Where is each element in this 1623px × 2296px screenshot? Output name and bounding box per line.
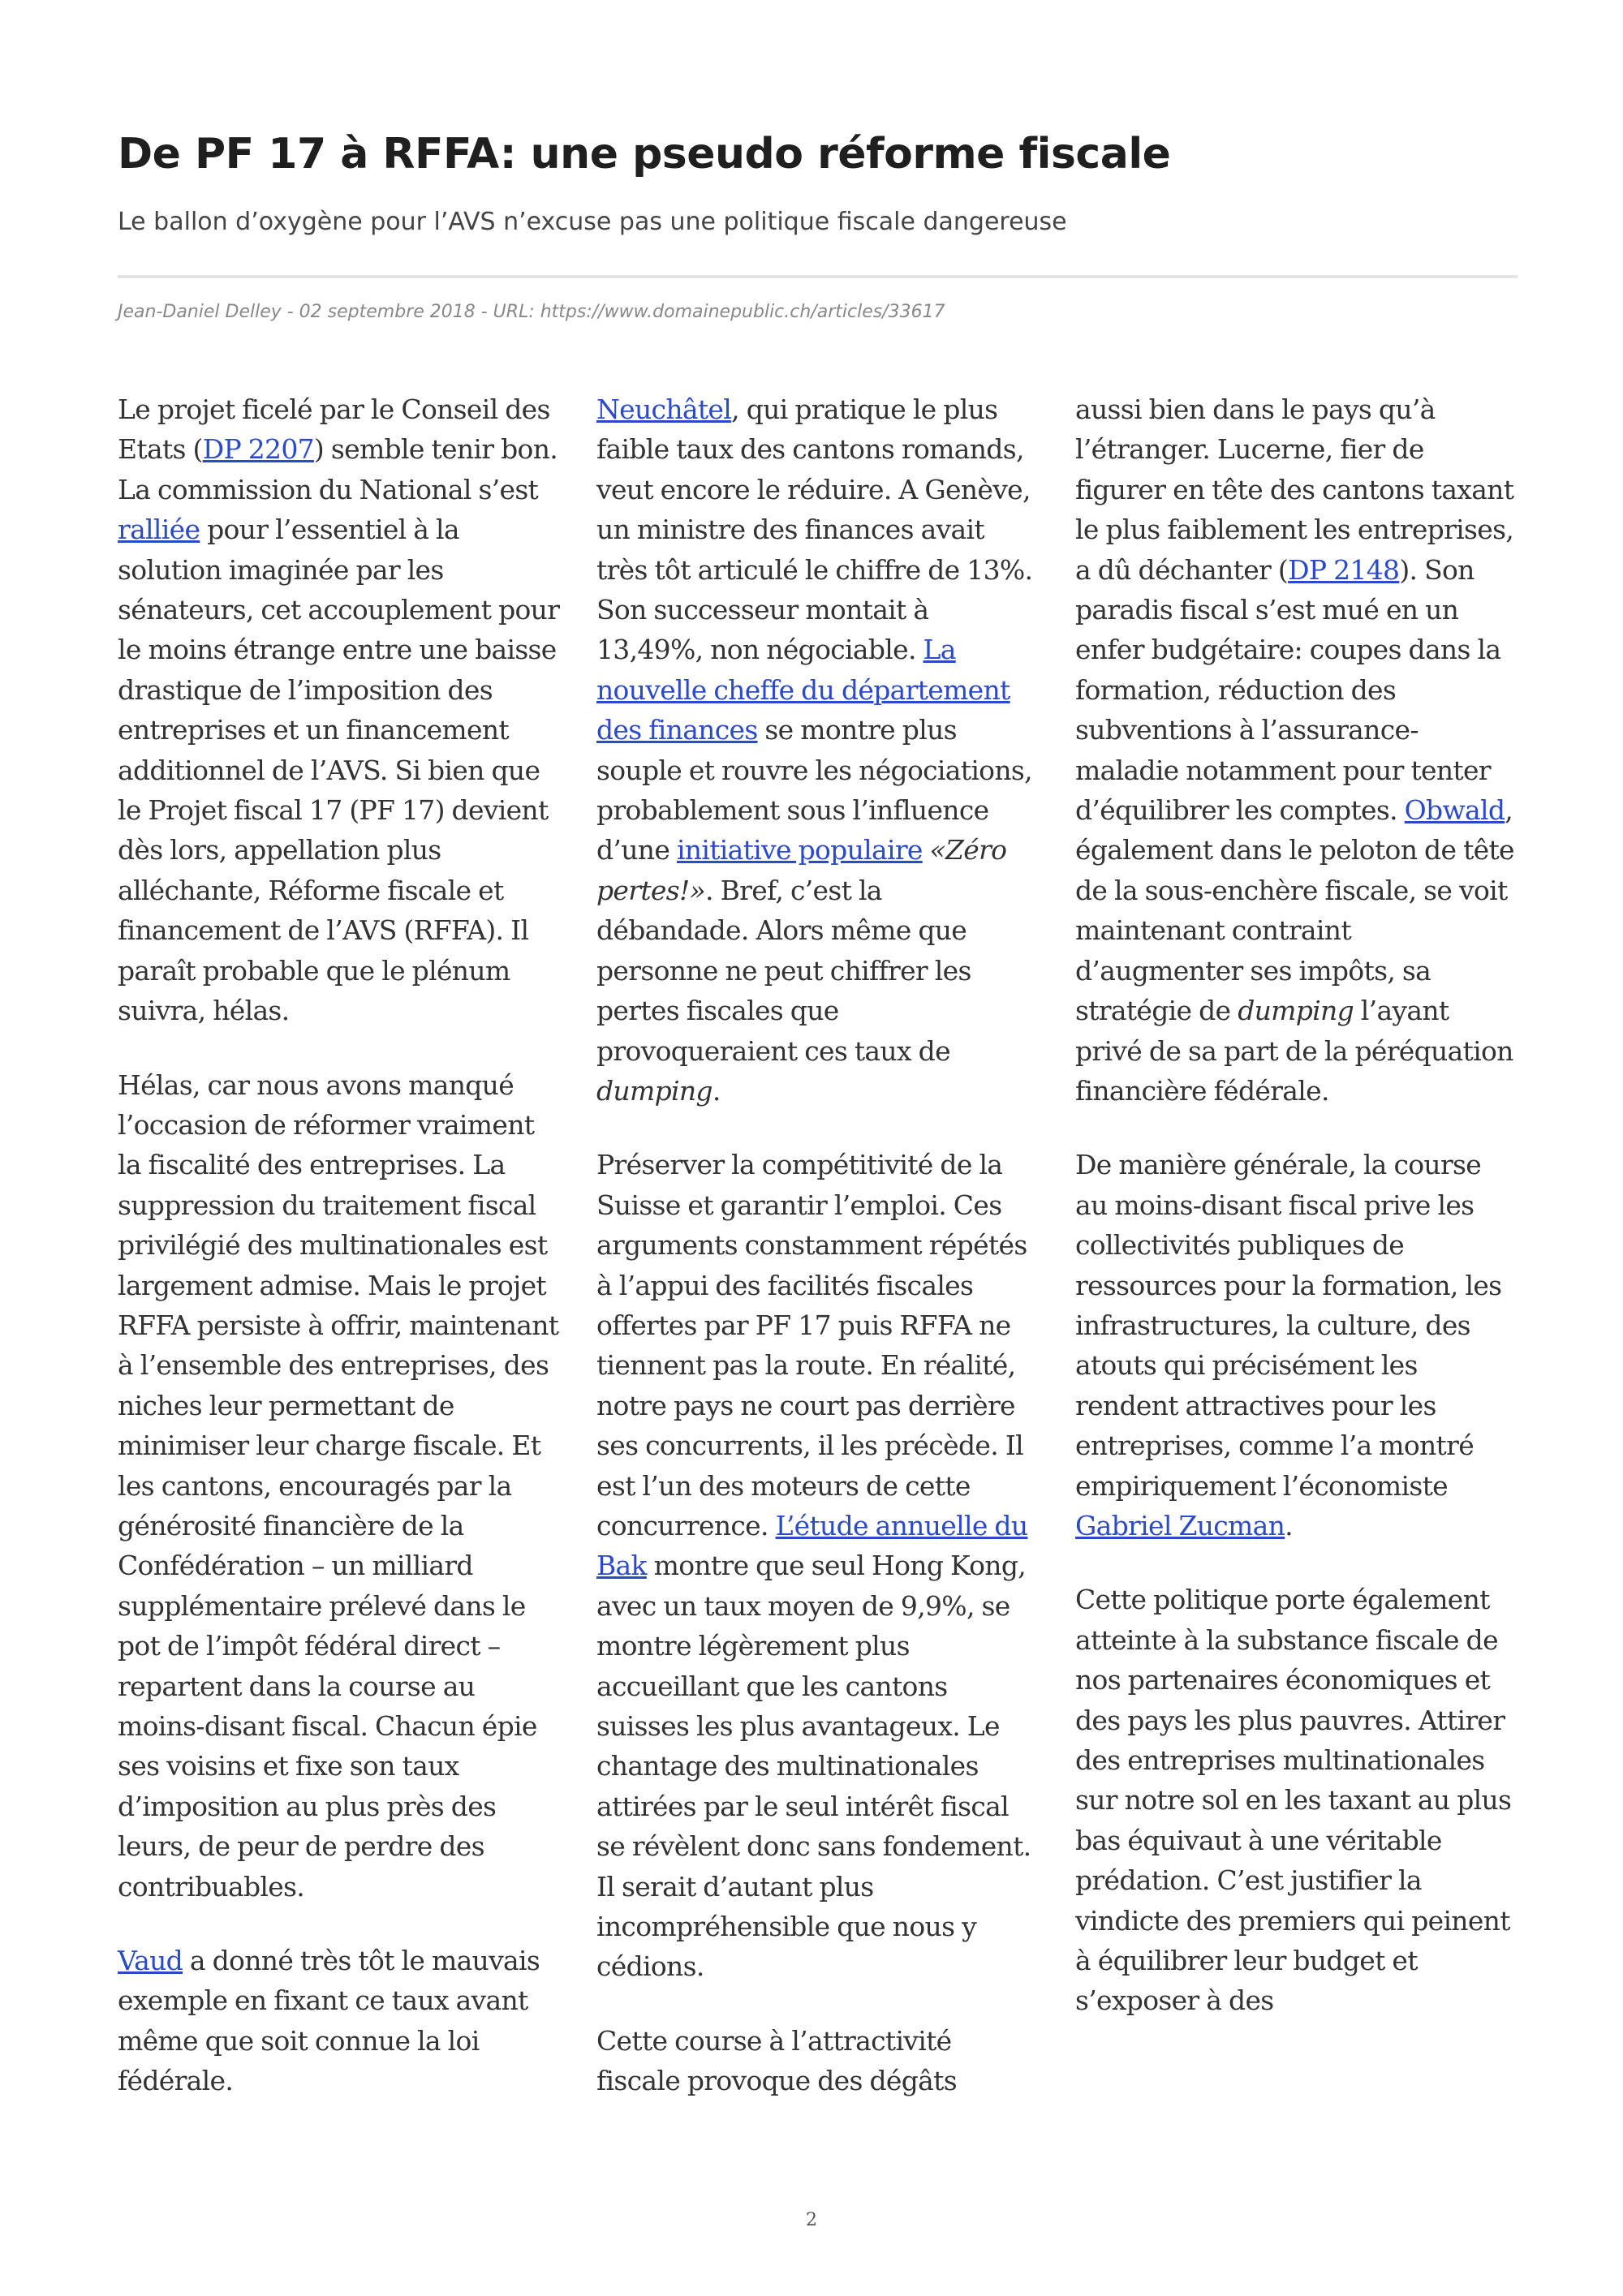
- paragraph: Préserver la compétitivité de la Suisse et garantir l’emploi. Ces arguments constamment répétés à l’appui des facilités fiscales offertes par PF 17 puis RFFA ne tiennent pas la route. En réalité, notre pays ne court pas derrière ses concurrents, il les précède. Il est l’un des moteurs de cette concurrence. L’étude annuelle du Bak montre que seul Hong Kong, avec un taux moyen de 9,9%, se montre légèrement plus accueillant que les cantons suisses les plus avantageux. Le chantage des multinationales attirées par le seul intérêt fiscal se révèlent donc sans fondement. Il serait d’autant plus incompréhensible que nous y cédions.: [596, 1149, 1031, 1983]
- article-title: De PF 17 à RFFA: une pseudo réforme fiscale: [118, 130, 1171, 178]
- link-obwald[interactable]: Obwald: [1404, 794, 1505, 827]
- header-divider: [118, 275, 1518, 278]
- link-vaud[interactable]: Vaud: [118, 1945, 183, 1977]
- link-neuchatel[interactable]: Neuchâtel: [596, 393, 732, 425]
- link-dp-2148[interactable]: DP 2148: [1288, 553, 1400, 586]
- paragraph: Hélas, car nous avons manqué l’occasion de réformer vraiment la fiscalité des entreprises. La suppression du traitement fiscal privilégié des multinationales est largement admise. Mais le projet RFFA persiste à offrir, maintenant à l’ensemble des entreprises, des niches leur permettant de minimiser leur charge fiscale. Et les cantons, encouragés par la générosité financière de la Confédération – un milliard supplémentaire prélevé dans le pot de l’impôt fédéral direct – repartent dans la course au moins-disant fiscal. Chacun épie ses voisins et fixe son taux d’imposition au plus près des leurs, de peur de perdre des contribuables.: [118, 1068, 559, 1903]
- link-etude-bak[interactable]: L’étude annuelle du Bak: [596, 1509, 1028, 1582]
- link-nouvelle-cheffe[interactable]: La nouvelle cheffe du département des finances: [596, 634, 1010, 746]
- article-subtitle: Le ballon d’oxygène pour l’AVS n’excuse pas une politique fiscale dangereuse: [118, 208, 1067, 236]
- link-gabriel-zucman[interactable]: Gabriel Zucman: [1075, 1509, 1285, 1541]
- column-3: [1075, 389, 1518, 2055]
- paragraph: Cette politique porte également atteinte à la substance fiscale de nos partenaires économiques et des pays les plus pauvres. Attirer des entreprises multinationales sur notre sol en les taxant au plus bas équivaut à une véritable prédation. C’est justifier la vindicte des premiers qui peinent à équilibrer leur budget et s’exposer à des: [1075, 1584, 1512, 2017]
- paragraph: aussi bien dans le pays qu’à l’étranger. Lucerne, fier de figurer en tête des cantons taxant le plus faiblement les entreprises, a dû déchanter (DP 2148). Son paradis fiscal s’est mué en un enfer budgétaire: coupes dans la formation, réduction des subventions à l’assurance-maladie notamment pour tenter d’équilibrer les comptes. Obwald, également dans le peloton de tête de la sous-enchère fiscale, se voit maintenant contraint d’augmenter ses impôts, sa stratégie de dumping l’ayant privé de sa part de la péréquation financière fédérale.: [1075, 393, 1514, 1107]
- link-initiative-populaire[interactable]: initiative populaire: [676, 834, 923, 866]
- paragraph: Le projet ficelé par le Conseil des Etats (DP 2207) semble tenir bon. La commission du National s’est ralliée pour l’essentiel à la solution imaginée par les sénateurs, cet accouplement pour le moins étrange entre une baisse drastique de l’imposition des entreprises et un financement additionnel de l’AVS. Si bien que le Projet fiscal 17 (PF 17) devient dès lors, appellation plus alléchante, Réforme fiscale et financement de l’AVS (RFFA). Il paraît probable que le plénum suivra, hélas.: [118, 393, 560, 1027]
- link-dp-2207[interactable]: DP 2207: [202, 433, 314, 466]
- paragraph: Vaud a donné très tôt le mauvais exemple en fixant ce taux avant même que soit connue la loi fédérale.: [118, 1945, 540, 2097]
- paragraph: De manière générale, la course au moins-disant fiscal prive les collectivités publiques de ressources pour la formation, les infrastructures, la culture, des atouts qui précisément les rendent attractives pour les entreprises, comme l’a montré empiriquement l’économiste Gabriel Zucman.: [1075, 1149, 1502, 1541]
- paragraph: Neuchâtel, qui pratique le plus faible taux des cantons romands, veut encore le réduire. A Genève, un ministre des finances avait très tôt articulé le chiffre de 13%. Son successeur montait à 13,49%, non négociable. La nouvelle cheffe du département des finances se montre plus souple et rouvre les négociations, probablement sous l’influence d’une initiative populaire «Zéro pertes!». Bref, c’est la débandade. Alors même que personne ne peut chiffrer les pertes fiscales que provoqueraient ces taux de dumping.: [596, 393, 1033, 1107]
- article-meta: Jean-Daniel Delley - 02 septembre 2018 - URL: https://www.domainepublic.ch/articles/33617: [118, 302, 945, 322]
- paragraph: Cette course à l’attractivité fiscale provoque des dégâts: [596, 2024, 957, 2097]
- link-ralliee[interactable]: ralliée: [118, 514, 200, 546]
- column-2: [596, 389, 1039, 2135]
- page-number: 2: [806, 2210, 817, 2230]
- column-1: [118, 389, 560, 2135]
